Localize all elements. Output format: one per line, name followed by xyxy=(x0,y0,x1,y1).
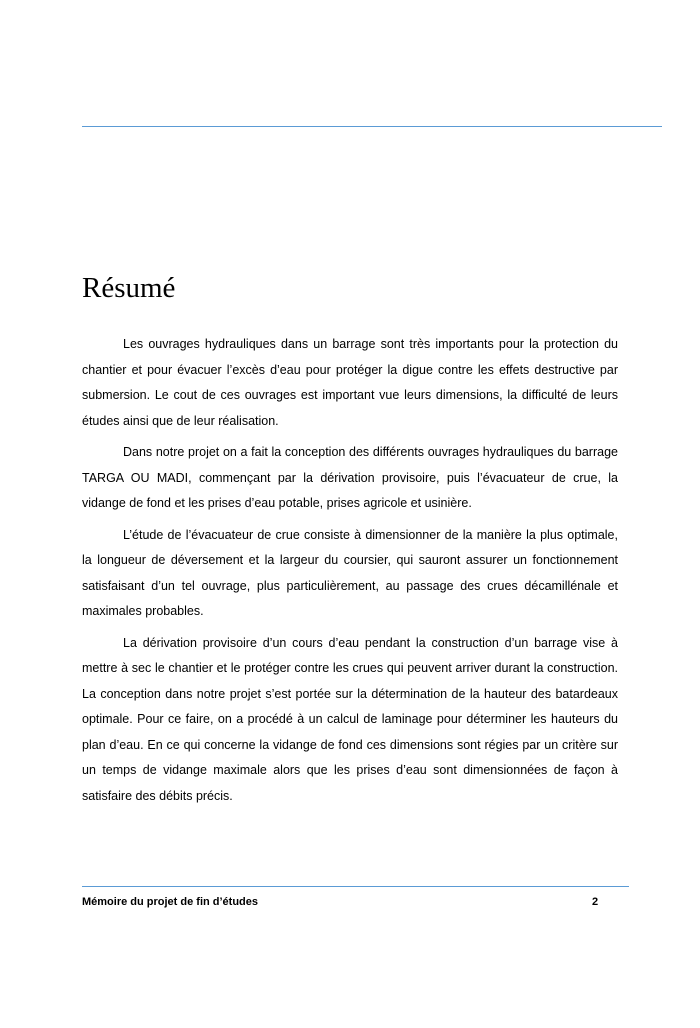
page-number: 2 xyxy=(592,896,599,908)
paragraph-1: Les ouvrages hydrauliques dans un barrage sont très importants pour la protection du chantier et pour évacuer l’excès d’eau pour protéger la digue contre les effets destructive par submersion. Le cout de ces ouvrages est important vue leurs dimensions, la difficulté de leurs études ainsi que de leur réalisation. xyxy=(82,337,618,428)
paragraph-2: Dans notre projet on a fait la conception des différents ouvrages hydrauliques du barrage TARGA OU MADI, commençant par la dérivation provisoire, puis l’évacuateur de crue, la vidange de fond et les prises d’eau potable, prises agricole et usinière. xyxy=(82,445,618,510)
footer-divider xyxy=(82,886,629,887)
footer-label: Mémoire du projet de fin d’études xyxy=(82,896,259,908)
paragraph-3: L’étude de l’évacuateur de crue consiste à dimensionner de la manière la plus optimale, la longueur de déversement et la largeur du coursier, qui sauront assurer un fonctionnement satisfaisant d’un tel ouvrage, plus particulièrement, au passage des crues décamillénale et maximales probables. xyxy=(82,527,618,618)
header-divider xyxy=(82,126,662,127)
abstract-body xyxy=(82,332,618,815)
page-title: Résumé xyxy=(82,272,176,304)
paragraph-4: La dérivation provisoire d’un cours d’eau pendant la construction d’un barrage vise à mettre à sec le chantier et le protéger contre les crues qui peuvent arriver durant la construction. La conception dans notre projet s’est portée sur la détermination de la hauteur des batardeaux optimale. Pour ce faire, on a procédé à un calcul de laminage pour déterminer les hauteurs du plan d’eau. En ce qui concerne la vidange de fond ces dimensions sont régies par un critère sur un temps de vidange maximale alors que les prises d’eau sont dimensionnées de façon à satisfaire des débits précis. xyxy=(82,635,618,803)
